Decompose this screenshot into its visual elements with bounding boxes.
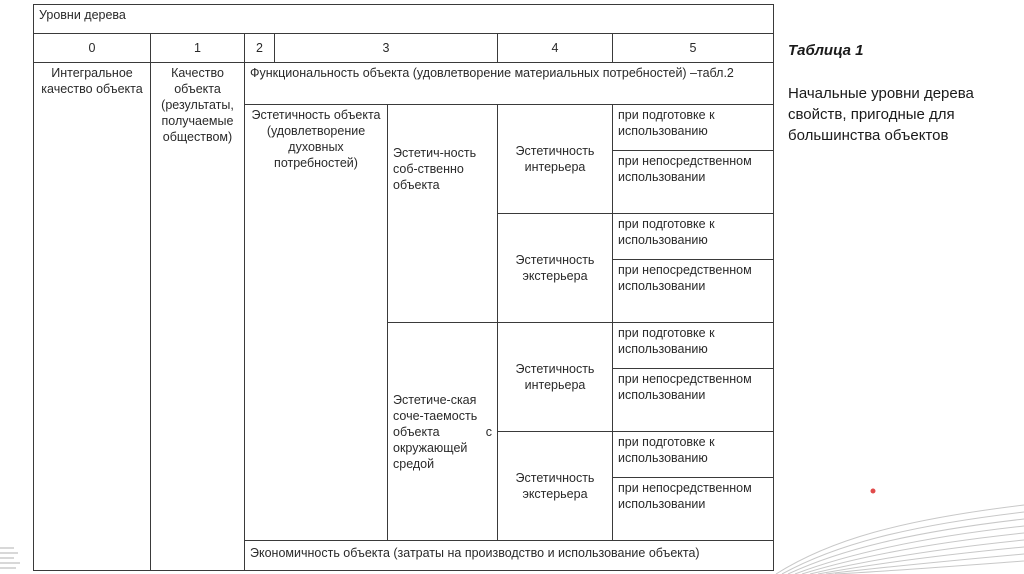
functionality-cell: Функциональность объекта (удовлетворение материальных потребностей) –табл.2	[245, 63, 774, 105]
level-header-3: 3	[275, 34, 498, 63]
aesthetics-cell: Эстетичность объекта (удовлетворение духовных потребностей)	[245, 105, 388, 541]
table-title: Уровни дерева	[34, 5, 774, 34]
exterior-cell-2: Эстетичность экстерьера	[498, 432, 613, 541]
economy-cell: Экономичность объекта (затраты на производство и использование объекта)	[245, 541, 774, 571]
prep-cell-4: при подготовке к использованию	[613, 432, 774, 478]
interior-cell-1: Эстетичность интерьера	[498, 105, 613, 214]
prep-cell-1: при подготовке к использованию	[613, 105, 774, 151]
object-quality-cell: Качество объекта (результаты, получаемые обществом)	[151, 63, 245, 571]
tree-levels-table	[33, 4, 774, 571]
direct-cell-3: при непосредственном использовании	[613, 369, 774, 432]
exterior-cell-1: Эстетичность экстерьера	[498, 214, 613, 323]
level-header-1: 1	[151, 34, 245, 63]
direct-cell-2: при непосредственном использовании	[613, 260, 774, 323]
caption-title: Таблица 1	[788, 42, 864, 59]
level-header-0: 0	[34, 34, 151, 63]
env-compatibility-cell: Эстетиче-ская соче-таемость объекта с окружающей средой	[388, 323, 498, 541]
caption-text: Начальные уровни дерева свойств, пригодные для большинства объектов	[788, 85, 974, 144]
table-caption	[788, 40, 988, 146]
level-header-4: 4	[498, 34, 613, 63]
direct-cell-4: при непосредственном использовании	[613, 478, 774, 541]
level-header-2: 2	[245, 34, 275, 63]
prep-cell-2: при подготовке к использованию	[613, 214, 774, 260]
red-dot	[871, 489, 876, 494]
interior-cell-2: Эстетичность интерьера	[498, 323, 613, 432]
integral-quality-cell: Интегральное качество объекта	[34, 63, 151, 571]
prep-cell-3: при подготовке к использованию	[613, 323, 774, 369]
direct-cell-1: при непосредственном использовании	[613, 151, 774, 214]
level-header-5: 5	[613, 34, 774, 63]
own-aesthetics-cell: Эстетич-ность соб-ственно объекта	[388, 105, 498, 323]
